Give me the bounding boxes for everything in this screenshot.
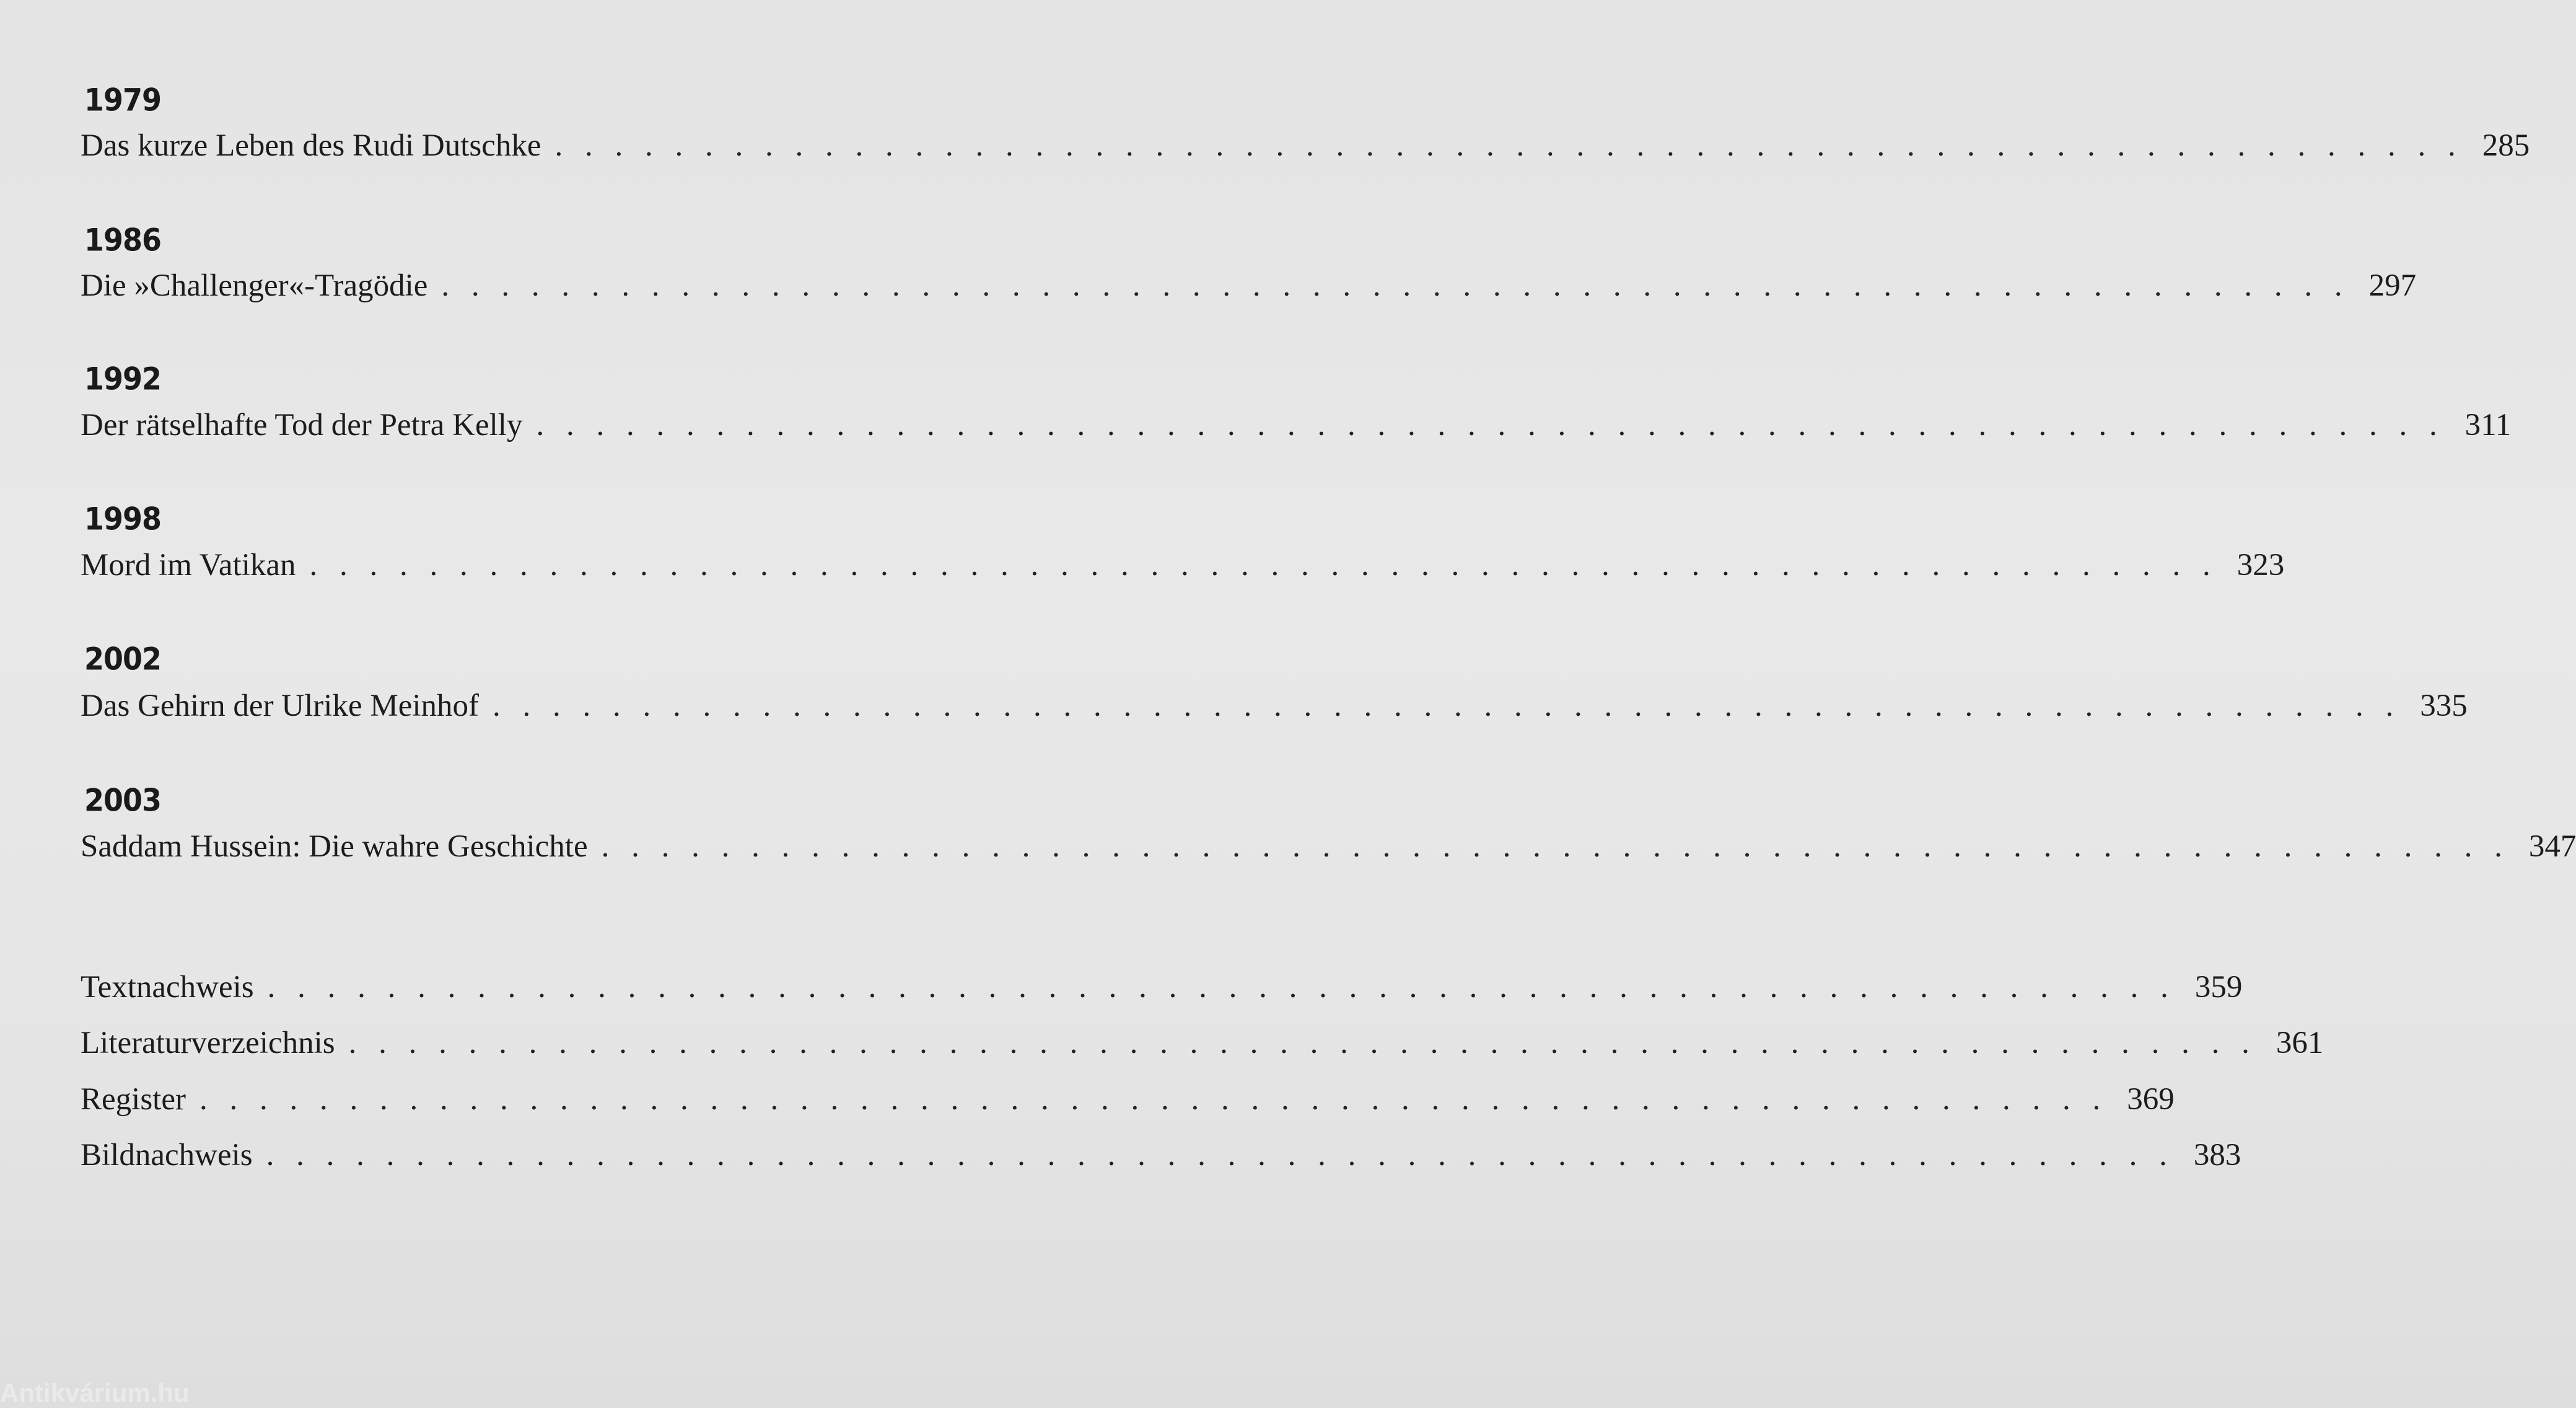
dot-leader: . . . . . . . . . . . . . . . . . . . . . . . . . . . . . . . . . . . . . . . . . . . . . . . . . . . . . . . . . . . . . . . . [492,689,2401,723]
toc-entry-page-number: 335 [2420,689,2468,723]
section-year: 1998 [84,501,162,537]
toc-entry [81,688,2468,725]
dot-leader: . . . . . . . . . . . . . . . . . . . . . . . . . . . . . . . . . . . . . . . . . . . . . . . . . . . . . . . . . . . . . . . . [266,1138,2175,1173]
toc-entry-title: Der rätselhafte Tod der Petra Kelly [81,408,523,442]
dot-leader: . . . . . . . . . . . . . . . . . . . . . . . . . . . . . . . . . . . . . . . . . . . . . . . . . . . . . . . . . . . . . . . . [309,548,2218,583]
dot-leader: . . . . . . . . . . . . . . . . . . . . . . . . . . . . . . . . . . . . . . . . . . . . . . . . . . . . . . . . . . . . . . . . [267,970,2176,1005]
toc-entry-page-number: 359 [2194,970,2243,1005]
toc-entry-page-number: 311 [2464,408,2512,442]
toc-entry-page-number: 361 [2276,1026,2324,1060]
dot-leader: . . . . . . . . . . . . . . . . . . . . . . . . . . . . . . . . . . . . . . . . . . . . . . . . . . . . . . . . . . . . . . . . [601,829,2510,864]
toc-entry-title: Mord im Vatikan [81,548,296,583]
toc-entry-page-number: 323 [2236,548,2285,583]
section-year: 2003 [84,782,162,819]
toc-entry [81,407,2512,444]
section-year: 1986 [84,222,162,258]
toc-entry [81,547,2285,584]
section-year: 1979 [84,82,162,118]
watermark: Antikvárium.hu [0,1378,190,1407]
section-year: 2002 [84,641,162,677]
toc-entry-title: Das Gehirn der Ulrike Meinhof [81,689,479,723]
toc-entry-title: Das kurze Leben des Rudi Dutschke [81,128,541,163]
dot-leader: . . . . . . . . . . . . . . . . . . . . . . . . . . . . . . . . . . . . . . . . . . . . . . . . . . . . . . . . . . . . . . . . [536,408,2445,442]
toc-entry-title: Register [81,1082,186,1117]
dot-leader: . . . . . . . . . . . . . . . . . . . . . . . . . . . . . . . . . . . . . . . . . . . . . . . . . . . . . . . . . . . . . . . . [554,128,2463,163]
dot-leader: . . . . . . . . . . . . . . . . . . . . . . . . . . . . . . . . . . . . . . . . . . . . . . . . . . . . . . . . . . . . . . . . [199,1082,2108,1117]
toc-entry [81,128,2530,165]
toc-entry-title: Literaturverzeichnis [81,1026,335,1060]
section-year: 1992 [84,361,162,397]
toc-appendix-entry [81,1025,2324,1062]
toc-entry-page-number: 383 [2193,1138,2241,1173]
dot-leader: . . . . . . . . . . . . . . . . . . . . . . . . . . . . . . . . . . . . . . . . . . . . . . . . . . . . . . . . . . . . . . . . [441,268,2350,303]
dot-leader: . . . . . . . . . . . . . . . . . . . . . . . . . . . . . . . . . . . . . . . . . . . . . . . . . . . . . . . . . . . . . . . . [348,1026,2257,1060]
toc-entry-title: Textnachweis [81,970,254,1005]
toc-appendix-entry [81,1137,2241,1174]
toc-entry-page-number: 347 [2528,829,2576,864]
toc-entry-title: Bildnachweis [81,1138,253,1173]
toc-entry-page-number: 297 [2368,268,2417,303]
toc-entry-page-number: 369 [2127,1082,2175,1117]
toc-entry [81,268,2417,305]
toc-appendix-entry [81,969,2243,1006]
toc-appendix-entry [81,1081,2175,1119]
toc-entry-page-number: 285 [2482,128,2530,163]
toc-entry-title: Die »Challenger«-Tragödie [81,268,428,303]
toc-entry-title: Saddam Hussein: Die wahre Geschichte [81,829,588,864]
toc-entry [81,829,2576,866]
